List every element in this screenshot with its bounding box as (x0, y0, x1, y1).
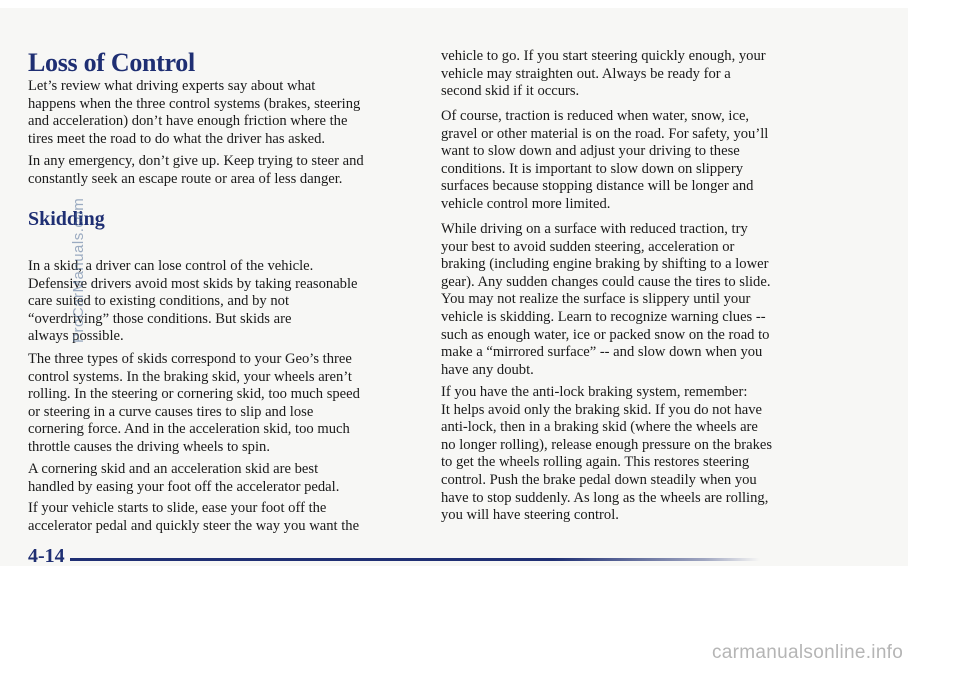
page-number: 4-14 (28, 545, 65, 567)
section-heading-skidding: Skidding (28, 208, 105, 230)
vertical-watermark: ProCarManuals.com (70, 197, 87, 343)
page-sheet (0, 8, 908, 566)
section-heading-loss-of-control: Loss of Control (28, 48, 195, 77)
paragraph-traction: Of course, traction is reduced when water, snow, ice, gravel or other material is on the road. For safety, you’ll want to slow down and adjust your driving to these conditions. It is important to slow down on slippery surfaces because stopping distance will be longer and vehicle control more limited. (441, 108, 769, 212)
paragraph-cornering-skid: A cornering skid and an acceleration skid are best handled by easing your foot off the accelerator pedal. (28, 461, 340, 495)
footer-divider (70, 558, 760, 561)
paragraph-skid: In a skid, a driver can lose control of the vehicle. Defensive drivers avoid most skids by taking reasonable care suited to existing conditions, and by not “overdriving” those conditions. But skids are always possible. (28, 258, 358, 345)
paragraph-emergency: In any emergency, don’t give up. Keep trying to steer and constantly seek an escape route or area of less danger. (28, 153, 364, 187)
paragraph-continue-steering: vehicle to go. If you start steering quickly enough, your vehicle may straighten out. Always be ready for a second skid if it occurs. (441, 48, 766, 100)
paragraph-review: Let’s review what driving experts say about what happens when the three control systems (brakes, steering and acceleration) don’t have enough friction where the tires meet the road to do what the driver has asked. (28, 78, 361, 147)
paragraph-anti-lock: If you have the anti-lock braking system, remember: It helps avoid only the braking skid. If you do not have anti-lock, then in a braking skid (where the wheels are no longer rolling), release enough pressure on the brakes to get the wheels rolling again. This restores steering control. Push the brake pedal down steadily when you have to stop suddenly. As long as the wheels are rolling, you will have steering control. (441, 384, 773, 524)
site-watermark: carmanualsonline.info (712, 642, 904, 663)
paragraph-skid-types: The three types of skids correspond to your Geo’s three control systems. In the braking skid, your wheels aren’t rolling. In the steering or cornering skid, too much speed or steering in a curve causes tires to slip and lose cornering force. And in the acceleration skid, too much throttle causes the driving wheels to spin. (28, 351, 360, 455)
paragraph-start-slide: If your vehicle starts to slide, ease your foot off the accelerator pedal and quickly steer the way you want the (28, 500, 360, 534)
paragraph-reduced-traction: While driving on a surface with reduced traction, try your best to avoid sudden steering, acceleration or braking (including engine braking by shifting to a lower gear). Any sudden changes could cause the tires to slide. You may not realize the surface is slippery until your vehicle is skidding. Learn to recognize warning clues -- such as enough water, ice or packed snow on the road to make a “mirrored surface” -- and slow down when you have any doubt. (441, 221, 771, 378)
